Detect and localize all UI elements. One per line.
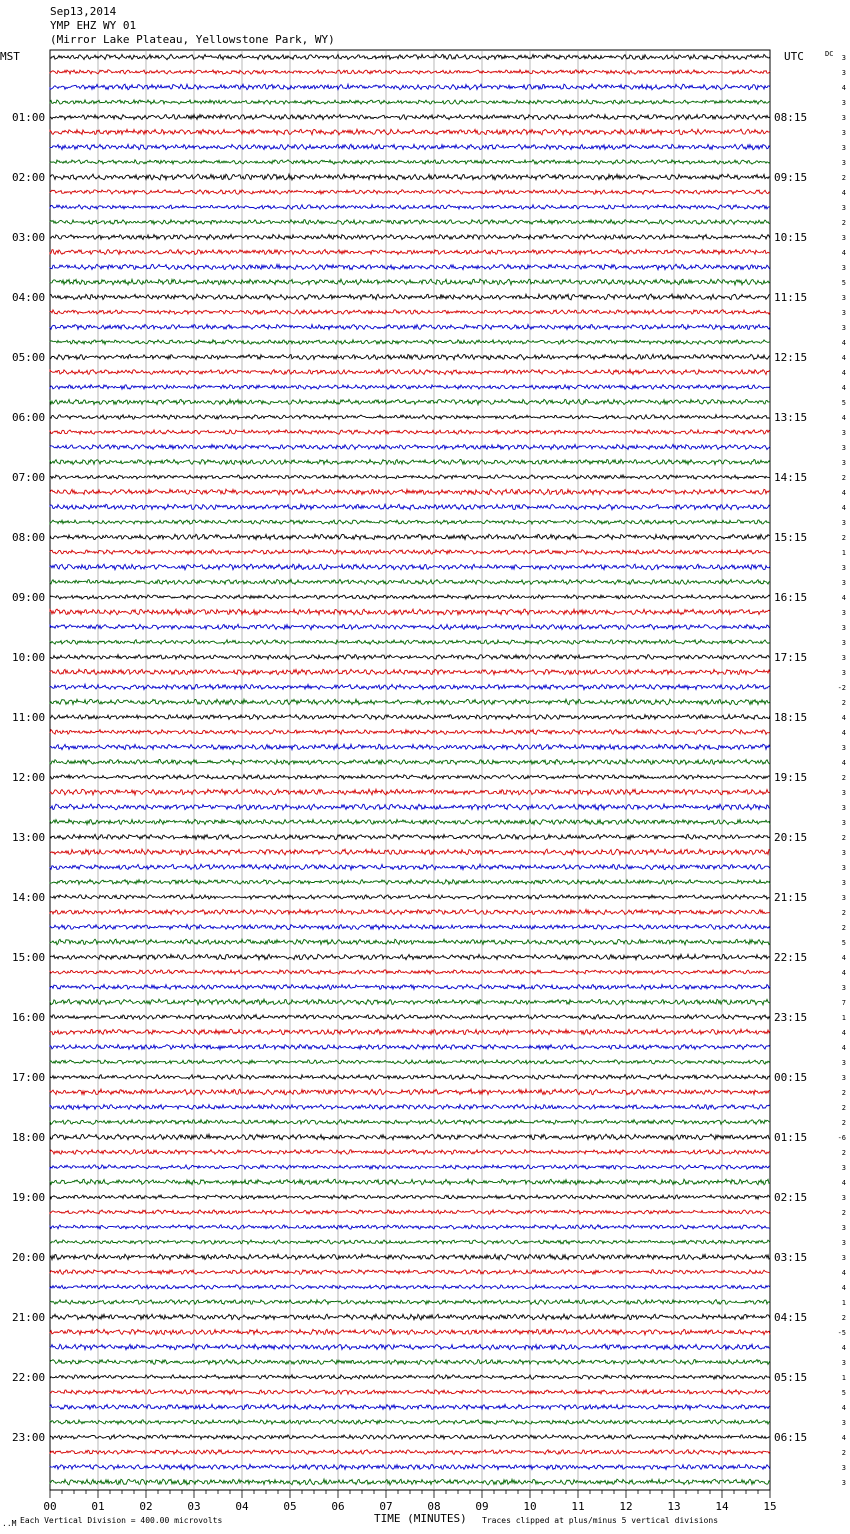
trace-line [50, 985, 770, 990]
dc-offset-value: 4 [841, 1404, 846, 1412]
trace-line [50, 370, 770, 375]
trace-line [50, 534, 770, 539]
trace-line [50, 640, 770, 645]
mst-hour-label: 08:00 [12, 531, 46, 544]
dc-offset-value: 3 [841, 1419, 846, 1427]
trace-line [50, 564, 770, 570]
dc-offset-value: 2 [841, 699, 846, 707]
dc-offset-value: 4 [841, 594, 846, 602]
dc-offset-value: 3 [841, 1239, 846, 1247]
trace-line [50, 144, 770, 149]
trace-line [50, 789, 770, 795]
x-tick-label: 13 [667, 1500, 681, 1513]
x-tick-label: 02 [139, 1500, 153, 1513]
trace-line [50, 580, 770, 585]
trace-line [50, 609, 770, 615]
trace-line [50, 970, 770, 974]
trace-line [50, 129, 770, 135]
dc-offset-value: 4 [841, 729, 846, 737]
dc-offset-value: 3 [841, 744, 846, 752]
mst-hour-label: 07:00 [12, 471, 46, 484]
dc-offset-value: 2 [841, 1104, 846, 1112]
utc-hour-label: 03:15 [774, 1251, 808, 1264]
x-tick-label: 15 [763, 1500, 777, 1513]
dc-offset-value: 3 [841, 864, 846, 872]
utc-hour-label: 06:15 [774, 1431, 808, 1444]
x-tick-label: 09 [475, 1500, 489, 1513]
dc-offset-value: 2 [841, 1314, 846, 1322]
trace-line [50, 1015, 770, 1020]
trace-line [50, 624, 770, 629]
dc-offset-value: 4 [841, 369, 846, 377]
trace-line [50, 1165, 770, 1169]
trace-line [50, 1390, 770, 1395]
trace-line [50, 174, 770, 180]
dc-offset-value: 5 [841, 279, 846, 287]
dc-offset-value: -2 [837, 684, 846, 692]
mst-hour-label: 10:00 [12, 651, 46, 664]
dc-offset-value: -5 [837, 1329, 846, 1337]
trace-line [50, 489, 770, 495]
dc-offset-value: 2 [841, 1449, 846, 1457]
trace-line [50, 279, 770, 285]
trace-line [50, 459, 770, 464]
trace-line [50, 1479, 770, 1485]
utc-axis-label: UTC [784, 50, 804, 63]
dc-offset-value: 3 [841, 519, 846, 527]
trace-line [50, 54, 770, 59]
dc-offset-value: 3 [841, 639, 846, 647]
trace-line [50, 70, 770, 74]
utc-hour-label: 12:15 [774, 351, 808, 364]
trace-line [50, 445, 770, 450]
x-tick-label: 06 [331, 1500, 345, 1513]
chart-date: Sep13,2014 [50, 5, 117, 18]
trace-line [50, 1329, 770, 1335]
dc-offset-value: 4 [841, 1179, 846, 1187]
trace-line [50, 1300, 770, 1305]
dc-offset-value: 2 [841, 534, 846, 542]
dc-offset-value: 3 [841, 99, 846, 107]
dc-offset-value: 3 [841, 1164, 846, 1172]
dc-offset-value: 3 [841, 324, 846, 332]
dc-offset-value: 4 [841, 1029, 846, 1037]
trace-line [50, 1285, 770, 1289]
dc-offset-value: 3 [841, 1074, 846, 1082]
trace-line [50, 1270, 770, 1275]
trace-line [50, 84, 770, 90]
mst-hour-label: 09:00 [12, 591, 46, 604]
trace-line [50, 1060, 770, 1064]
mst-hour-label: 14:00 [12, 891, 46, 904]
x-tick-label: 03 [187, 1500, 201, 1513]
mst-hour-label: 20:00 [12, 1251, 46, 1264]
dc-offset-value: 4 [841, 489, 846, 497]
utc-hour-label: 05:15 [774, 1371, 808, 1384]
dc-offset-value: 4 [841, 969, 846, 977]
utc-hour-label: 01:15 [774, 1131, 808, 1144]
trace-line [50, 669, 770, 674]
dc-offset-value: 4 [841, 504, 846, 512]
dc-offset-value: 4 [841, 189, 846, 197]
dc-offset-value: 1 [841, 1374, 846, 1382]
footer-mark: ..M [2, 1519, 17, 1528]
trace-line [50, 730, 770, 735]
x-tick-label: 11 [571, 1500, 585, 1513]
dc-offset-value: 7 [841, 999, 846, 1007]
dc-offset-value: 3 [841, 564, 846, 572]
dc-offset-value: 3 [841, 309, 846, 317]
trace-line [50, 190, 770, 195]
dc-offset-value: 3 [841, 819, 846, 827]
x-tick-label: 10 [523, 1500, 537, 1513]
dc-offset-value: 3 [841, 984, 846, 992]
dc-offset-value: 3 [841, 849, 846, 857]
trace-line [50, 655, 770, 660]
trace-line [50, 1089, 770, 1095]
dc-offset-value: 3 [841, 624, 846, 632]
trace-line [50, 834, 770, 839]
trace-line [50, 849, 770, 855]
trace-line [50, 804, 770, 810]
trace-line [50, 550, 770, 555]
dc-offset-value: 3 [841, 54, 846, 62]
trace-line [50, 880, 770, 885]
dc-offset-value: 3 [841, 294, 846, 302]
trace-line [50, 504, 770, 509]
dc-offset-value: 4 [841, 414, 846, 422]
trace-line [50, 1314, 770, 1320]
dc-offset-value: 4 [841, 1269, 846, 1277]
dc-offset-value: 3 [841, 429, 846, 437]
dc-offset-value: 1 [841, 549, 846, 557]
dc-offset-value: 4 [841, 1044, 846, 1052]
dc-offset-value: 3 [841, 234, 846, 242]
trace-line [50, 160, 770, 164]
dc-offset-value: 3 [841, 1194, 846, 1202]
mst-hour-label: 12:00 [12, 771, 46, 784]
utc-hour-label: 17:15 [774, 651, 808, 664]
dc-offset-value: 4 [841, 1344, 846, 1352]
trace-line [50, 1134, 770, 1140]
mst-hour-label: 01:00 [12, 111, 46, 124]
trace-line [50, 909, 770, 914]
utc-hour-label: 10:15 [774, 231, 808, 244]
trace-line [50, 715, 770, 720]
dc-offset-value: 2 [841, 219, 846, 227]
dc-offset-value: 3 [841, 1059, 846, 1067]
dc-offset-value: 2 [841, 1089, 846, 1097]
trace-line [50, 340, 770, 345]
mst-hour-label: 13:00 [12, 831, 46, 844]
dc-offset-value: 2 [841, 774, 846, 782]
dc-offset-value: 3 [841, 1254, 846, 1262]
dc-offset-value: 3 [841, 579, 846, 587]
dc-offset-value: 3 [841, 609, 846, 617]
trace-line [50, 1404, 770, 1409]
dc-offset-value: 1 [841, 1014, 846, 1022]
mst-hour-label: 11:00 [12, 711, 46, 724]
dc-offset-value: 3 [841, 69, 846, 77]
mst-hour-label: 23:00 [12, 1431, 46, 1444]
utc-hour-label: 22:15 [774, 951, 808, 964]
dc-offset-value: 3 [841, 879, 846, 887]
trace-line [50, 1210, 770, 1214]
dc-offset-value: 4 [841, 714, 846, 722]
mst-hour-label: 06:00 [12, 411, 46, 424]
utc-hour-label: 04:15 [774, 1311, 808, 1324]
x-tick-label: 07 [379, 1500, 393, 1513]
trace-line [50, 999, 770, 1005]
dc-offset-value: 3 [841, 459, 846, 467]
x-axis-title: TIME (MINUTES) [374, 1512, 467, 1525]
trace-line [50, 1240, 770, 1244]
trace-line [50, 819, 770, 824]
dc-offset-value: 3 [841, 804, 846, 812]
x-tick-label: 14 [715, 1500, 729, 1513]
utc-hour-label: 02:15 [774, 1191, 808, 1204]
station-location: (Mirror Lake Plateau, Yellowstone Park, WY) [50, 33, 335, 46]
dc-offset-value: 3 [841, 789, 846, 797]
utc-hour-label: 20:15 [774, 831, 808, 844]
dc-offset-value: 3 [841, 1479, 846, 1487]
trace-line [50, 925, 770, 930]
dc-offset-value: 4 [841, 1434, 846, 1442]
mst-hour-label: 16:00 [12, 1011, 46, 1024]
trace-line [50, 100, 770, 104]
trace-line [50, 399, 770, 404]
mst-hour-label: 15:00 [12, 951, 46, 964]
mst-hour-label: 03:00 [12, 231, 46, 244]
x-tick-label: 01 [91, 1500, 105, 1513]
trace-line [50, 475, 770, 479]
dc-offset-value: 2 [841, 174, 846, 182]
dc-offset-value: 3 [841, 669, 846, 677]
dc-offset-value: 3 [841, 159, 846, 167]
trace-line [50, 1344, 770, 1350]
mst-hour-label: 22:00 [12, 1371, 46, 1384]
dc-offset-value: 3 [841, 1224, 846, 1232]
mst-hour-label: 05:00 [12, 351, 46, 364]
trace-line [50, 250, 770, 255]
dc-offset-value: 2 [841, 834, 846, 842]
utc-hour-label: 15:15 [774, 531, 808, 544]
trace-line [50, 114, 770, 119]
trace-line [50, 1120, 770, 1125]
trace-line [50, 294, 770, 300]
dc-offset-value: 5 [841, 399, 846, 407]
mst-hour-label: 17:00 [12, 1071, 46, 1084]
trace-line [50, 1420, 770, 1424]
dc-offset-value: 3 [841, 129, 846, 137]
utc-hour-label: 16:15 [774, 591, 808, 604]
trace-line [50, 1450, 770, 1455]
dc-offset-value: -6 [837, 1134, 846, 1142]
trace-line [50, 354, 770, 359]
mst-hour-label: 02:00 [12, 171, 46, 184]
x-tick-label: 05 [283, 1500, 297, 1513]
trace-line [50, 385, 770, 390]
dc-offset-value: 5 [841, 1389, 846, 1397]
mst-hour-label: 18:00 [12, 1131, 46, 1144]
trace-line [50, 1075, 770, 1080]
dc-column-label: DC [825, 50, 834, 58]
trace-line [50, 1225, 770, 1229]
trace-line [50, 1375, 770, 1379]
dc-offset-value: 4 [841, 759, 846, 767]
utc-hour-label: 23:15 [774, 1011, 808, 1024]
dc-offset-value: 3 [841, 444, 846, 452]
utc-hour-label: 21:15 [774, 891, 808, 904]
dc-offset-value: 3 [841, 114, 846, 122]
utc-hour-label: 13:15 [774, 411, 808, 424]
dc-offset-value: 2 [841, 924, 846, 932]
dc-offset-value: 4 [841, 1284, 846, 1292]
trace-line [50, 220, 770, 225]
trace-line [50, 264, 770, 269]
dc-offset-value: 5 [841, 939, 846, 947]
x-axis [43, 1490, 776, 1513]
utc-hour-label: 09:15 [774, 171, 808, 184]
dc-offset-labels [838, 54, 846, 1487]
dc-offset-value: 2 [841, 1149, 846, 1157]
dc-offset-value: 1 [841, 1299, 846, 1307]
dc-offset-value: 4 [841, 249, 846, 257]
trace-line [50, 1150, 770, 1155]
x-tick-label: 04 [235, 1500, 249, 1513]
mst-hour-label: 04:00 [12, 291, 46, 304]
dc-offset-value: 2 [841, 474, 846, 482]
trace-line [50, 415, 770, 420]
trace-line [50, 699, 770, 705]
trace-line [50, 1360, 770, 1365]
dc-offset-value: 4 [841, 84, 846, 92]
station-code: YMP EHZ WY 01 [50, 19, 137, 32]
trace-line [50, 1105, 770, 1110]
dc-offset-value: 4 [841, 339, 846, 347]
dc-offset-value: 3 [841, 144, 846, 152]
utc-hour-label: 11:15 [774, 291, 808, 304]
mst-axis-label: MST [0, 50, 20, 63]
utc-hour-label: 00:15 [774, 1071, 808, 1084]
trace-line [50, 205, 770, 210]
dc-offset-value: 2 [841, 909, 846, 917]
dc-offset-value: 3 [841, 264, 846, 272]
trace-line [50, 325, 770, 330]
scale-note: Each Vertical Division = 400.00 microvolts [20, 1516, 223, 1525]
trace-line [50, 430, 770, 434]
mst-hour-label: 21:00 [12, 1311, 46, 1324]
dc-offset-value: 3 [841, 1359, 846, 1367]
trace-line [50, 954, 770, 959]
trace-line [50, 760, 770, 765]
utc-hour-label: 14:15 [774, 471, 808, 484]
utc-hour-label: 08:15 [774, 111, 808, 124]
trace-line [50, 310, 770, 314]
trace-line [50, 1029, 770, 1034]
trace-line [50, 595, 770, 599]
trace-line [50, 895, 770, 899]
clip-note: Traces clipped at plus/minus 5 vertical divisions [482, 1516, 719, 1525]
dc-offset-value: 2 [841, 1209, 846, 1217]
trace-line [50, 744, 770, 749]
mst-hour-label: 19:00 [12, 1191, 46, 1204]
trace-line [50, 1195, 770, 1199]
trace-line [50, 939, 770, 945]
seismic-traces [50, 54, 770, 1485]
x-tick-label: 00 [43, 1500, 57, 1513]
trace-line [50, 234, 770, 239]
dc-offset-value: 2 [841, 1119, 846, 1127]
trace-line [50, 520, 770, 524]
dc-offset-value: 4 [841, 954, 846, 962]
trace-line [50, 1435, 770, 1440]
dc-offset-value: 3 [841, 654, 846, 662]
dc-offset-value: 3 [841, 204, 846, 212]
dc-offset-value: 4 [841, 354, 846, 362]
x-tick-label: 12 [619, 1500, 633, 1513]
dc-offset-value: 3 [841, 894, 846, 902]
trace-line [50, 864, 770, 869]
trace-line [50, 1254, 770, 1259]
dc-offset-value: 3 [841, 1464, 846, 1472]
trace-line [50, 775, 770, 779]
utc-hour-label: 19:15 [774, 771, 808, 784]
x-tick-label: 08 [427, 1500, 441, 1513]
dc-offset-value: 4 [841, 384, 846, 392]
trace-line [50, 684, 770, 689]
utc-hour-label: 18:15 [774, 711, 808, 724]
trace-line [50, 1464, 770, 1469]
trace-line [50, 1179, 770, 1185]
trace-line [50, 1045, 770, 1050]
